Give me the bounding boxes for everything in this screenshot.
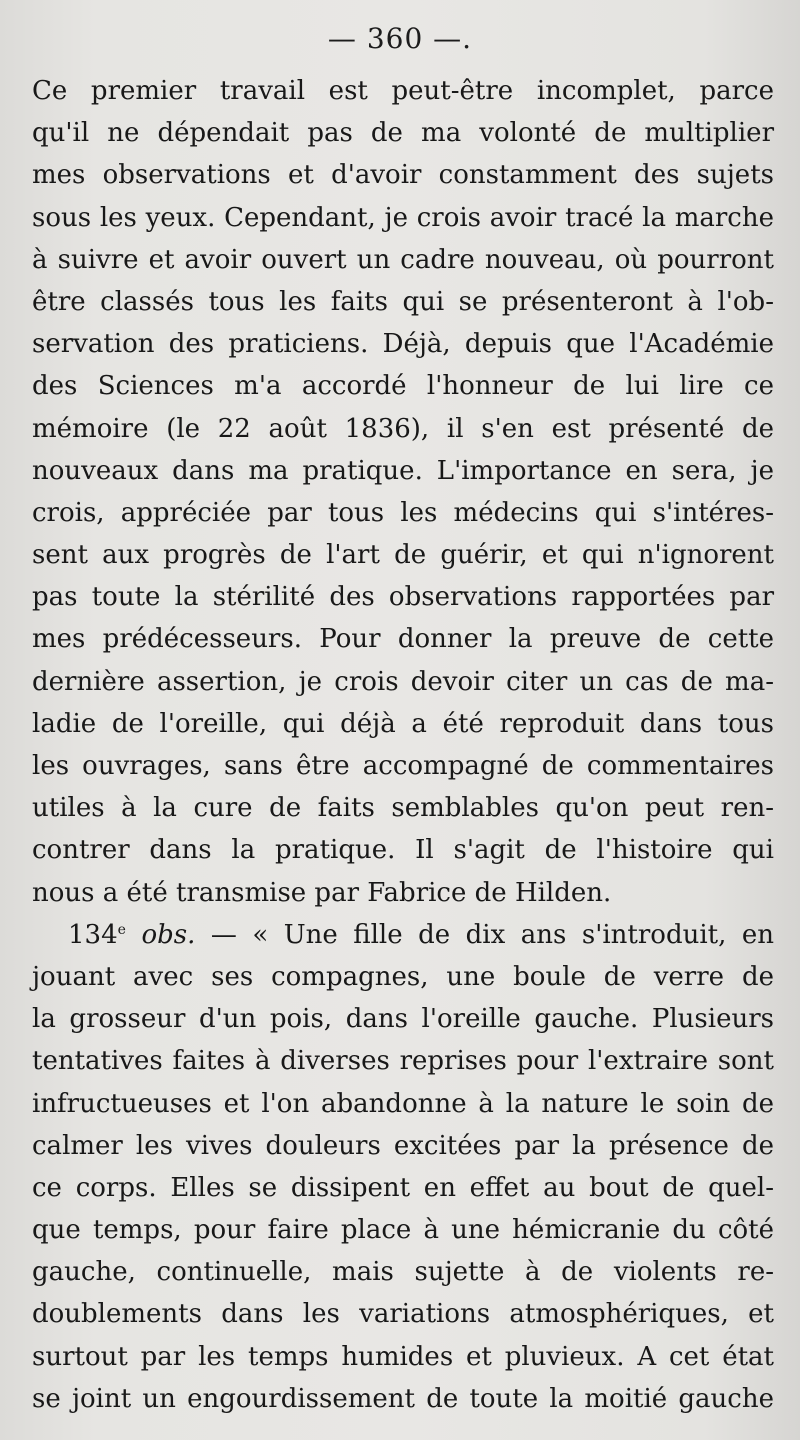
text-line: crois, appréciée par tous les médecins qui s'intéres- [32, 497, 774, 528]
text-line: mes prédécesseurs. Pour donner la preuve de cette [32, 624, 774, 655]
text-line: sent aux progrès de l'art de guérir, et qui n'ignorent [32, 540, 774, 571]
text-line: les ouvrages, sans être accompagné de commentaires [32, 751, 774, 781]
text-line: surtout par les temps humides et pluvieux. A cet état [32, 1341, 774, 1372]
text-line: dernière assertion, je crois devoir citer un cas de ma- [32, 666, 774, 697]
text-line: contrer dans la pratique. Il s'agit de l'histoire qui [32, 835, 774, 866]
observation-heading-line [32, 914, 774, 956]
text-line: à suivre et avoir ouvert un cadre nouveau, où pourront [32, 244, 774, 275]
text-line: infructueuses et l'on abandonne à la nature le soin de [32, 1088, 774, 1119]
text-line: calmer les vives douleurs excitées par la présence de [32, 1130, 774, 1161]
text-line: nous a été transmise par Fabrice de Hilden. [32, 877, 612, 908]
observation-number: 134e [68, 919, 126, 950]
text-line: utiles à la cure de faits semblables qu'on peut ren- [32, 793, 774, 824]
text-line: pas toute la stérilité des observations rapportées par [32, 582, 774, 613]
text-line: mes observations et d'avoir constamment des sujets [32, 160, 774, 191]
text-line: la grosseur d'un pois, dans l'oreille gauche. Plusieurs [32, 1004, 774, 1035]
text-line: que temps, pour faire place à une hémicranie du côté [32, 1215, 774, 1246]
text-line: Ce premier travail est peut-être incomplet, parce [32, 76, 774, 106]
text-line: tentatives faites à diverses reprises pour l'extraire sont [32, 1046, 774, 1077]
text-line: être classés tous les faits qui se présenteront à l'ob- [32, 286, 774, 317]
text-line: servation des praticiens. Déjà, depuis que l'Académie [32, 329, 774, 360]
text-line: jouant avec ses compagnes, une boule de verre de [32, 961, 774, 992]
text-line: sous les yeux. Cependant, je crois avoir tracé la marche [32, 202, 774, 233]
text-line: mémoire (le 22 août 1836), il s'en est présenté de [32, 413, 774, 444]
observation-first-line: — « Une fille de dix ans s'introduit, en [195, 919, 774, 950]
text-line: ladie de l'oreille, qui déjà a été reproduit dans tous [32, 708, 774, 739]
text-line: doublements dans les variations atmosphériques, et [32, 1299, 774, 1330]
text-line: se joint un engourdissement de toute la moitié gauche [32, 1383, 774, 1414]
text-line: nouveaux dans ma pratique. L'importance en sera, je [32, 455, 774, 486]
observation-label: obs. [141, 919, 196, 950]
text-line: des Sciences m'a accordé l'honneur de lui lire ce [32, 371, 774, 402]
body-text [32, 70, 774, 1420]
text-line: gauche, continuelle, mais sujette à de violents re- [32, 1257, 774, 1288]
text-line: qu'il ne dépendait pas de ma volonté de multiplier [32, 118, 774, 149]
page-number: — 360 —. [327, 22, 473, 55]
text-line: ce corps. Elles se dissipent en effet au bout de quel- [32, 1172, 774, 1203]
observation-number-suffix: e [117, 921, 126, 938]
